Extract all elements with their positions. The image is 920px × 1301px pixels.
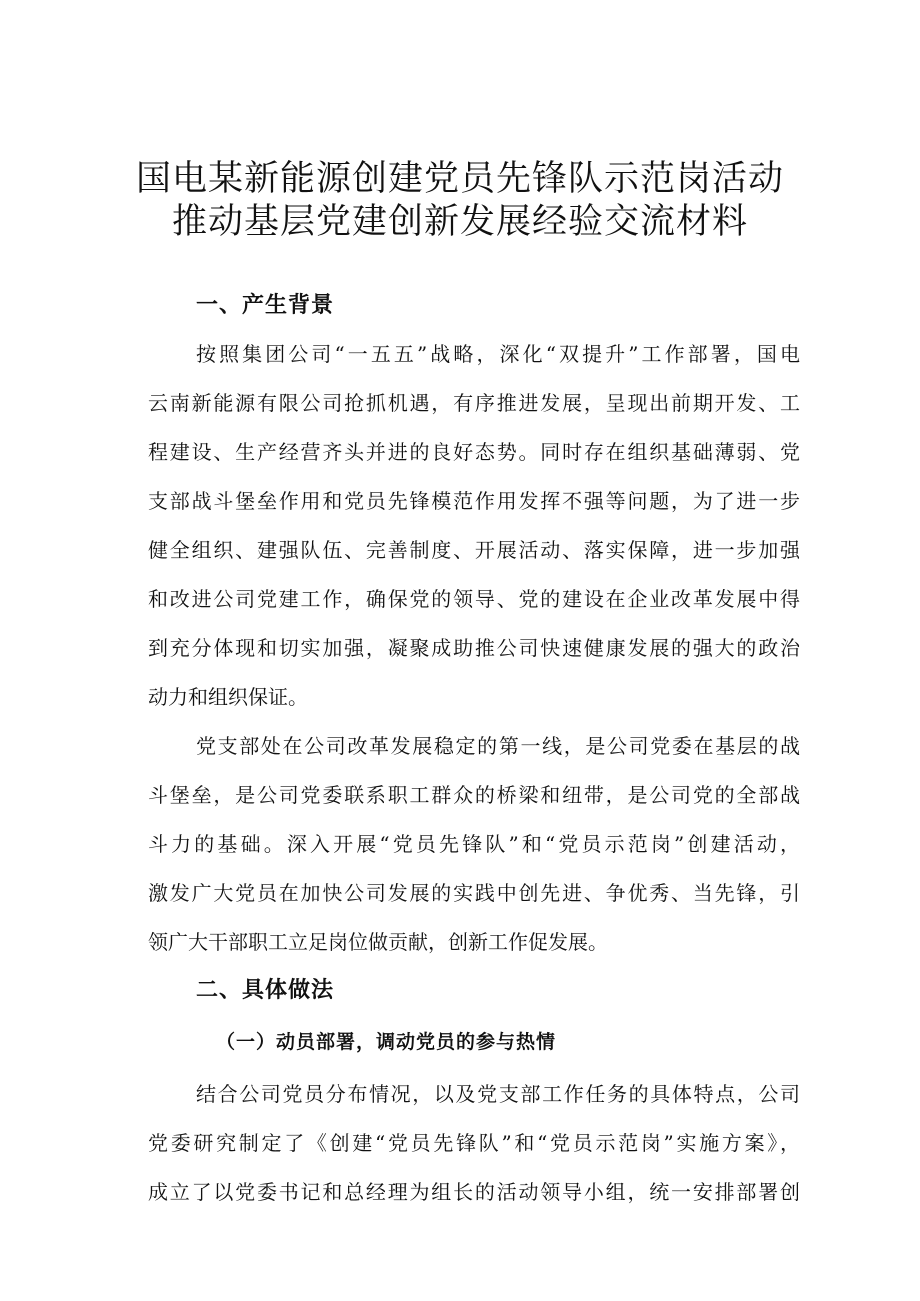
paragraph-line: 激发广大党员在加快公司发展的实践中创先进、争优秀、当先锋，引 [148, 881, 800, 905]
paragraph-line: 党支部处在公司改革发展稳定的第一线，是公司党委在基层的战 [196, 734, 800, 758]
paragraph-line: 云南新能源有限公司抢抓机遇，有序推进发展，呈现出前期开发、工 [148, 391, 800, 415]
paragraph-line: 动力和组织保证。 [148, 685, 308, 709]
paragraph-line: 和改进公司党建工作，确保党的领导、党的建设在企业改革发展中得 [148, 587, 800, 611]
paragraph-line: 领广大干部职工立足岗位做贡献，创新工作促发展。 [148, 930, 608, 954]
document-title-line-1: 国电某新能源创建党员先锋队示范岗活动 [135, 159, 784, 199]
paragraph-line: 健全组织、建强队伍、完善制度、开展活动、落实保障，进一步加强 [148, 538, 800, 562]
subsection-heading: （一）动员部署，调动党员的参与热情 [216, 1031, 557, 1053]
paragraph-line: 党委研究制定了《创建“党员先锋队”和“党员示范岗”实施方案》， [148, 1131, 800, 1155]
paragraph-line: 斗力的基础。深入开展“党员先锋队”和“党员示范岗”创建活动， [148, 832, 800, 856]
section-heading-background: 一、产生背景 [196, 293, 335, 318]
paragraph-line: 程建设、生产经营齐头并进的良好态势。同时存在组织基础薄弱、党 [148, 440, 800, 464]
paragraph-line: 结合公司党员分布情况，以及党支部工作任务的具体特点，公司 [196, 1082, 800, 1106]
paragraph-line: 斗堡垒，是公司党委联系职工群众的桥梁和纽带，是公司党的全部战 [148, 783, 800, 807]
paragraph-line: 成立了以党委书记和总经理为组长的活动领导小组，统一安排部署创 [148, 1180, 800, 1204]
paragraph-line: 按照集团公司“一五五”战略，深化“双提升”工作部署，国电 [196, 342, 800, 366]
paragraph-line: 到充分体现和切实加强，凝聚成助推公司快速健康发展的强大的政治 [148, 636, 800, 660]
document-title-line-2: 推动基层党建创新发展经验交流材料 [171, 202, 748, 242]
section-heading-practices: 二、具体做法 [196, 978, 335, 1003]
paragraph-line: 支部战斗堡垒作用和党员先锋模范作用发挥不强等问题，为了进一步 [148, 489, 800, 513]
